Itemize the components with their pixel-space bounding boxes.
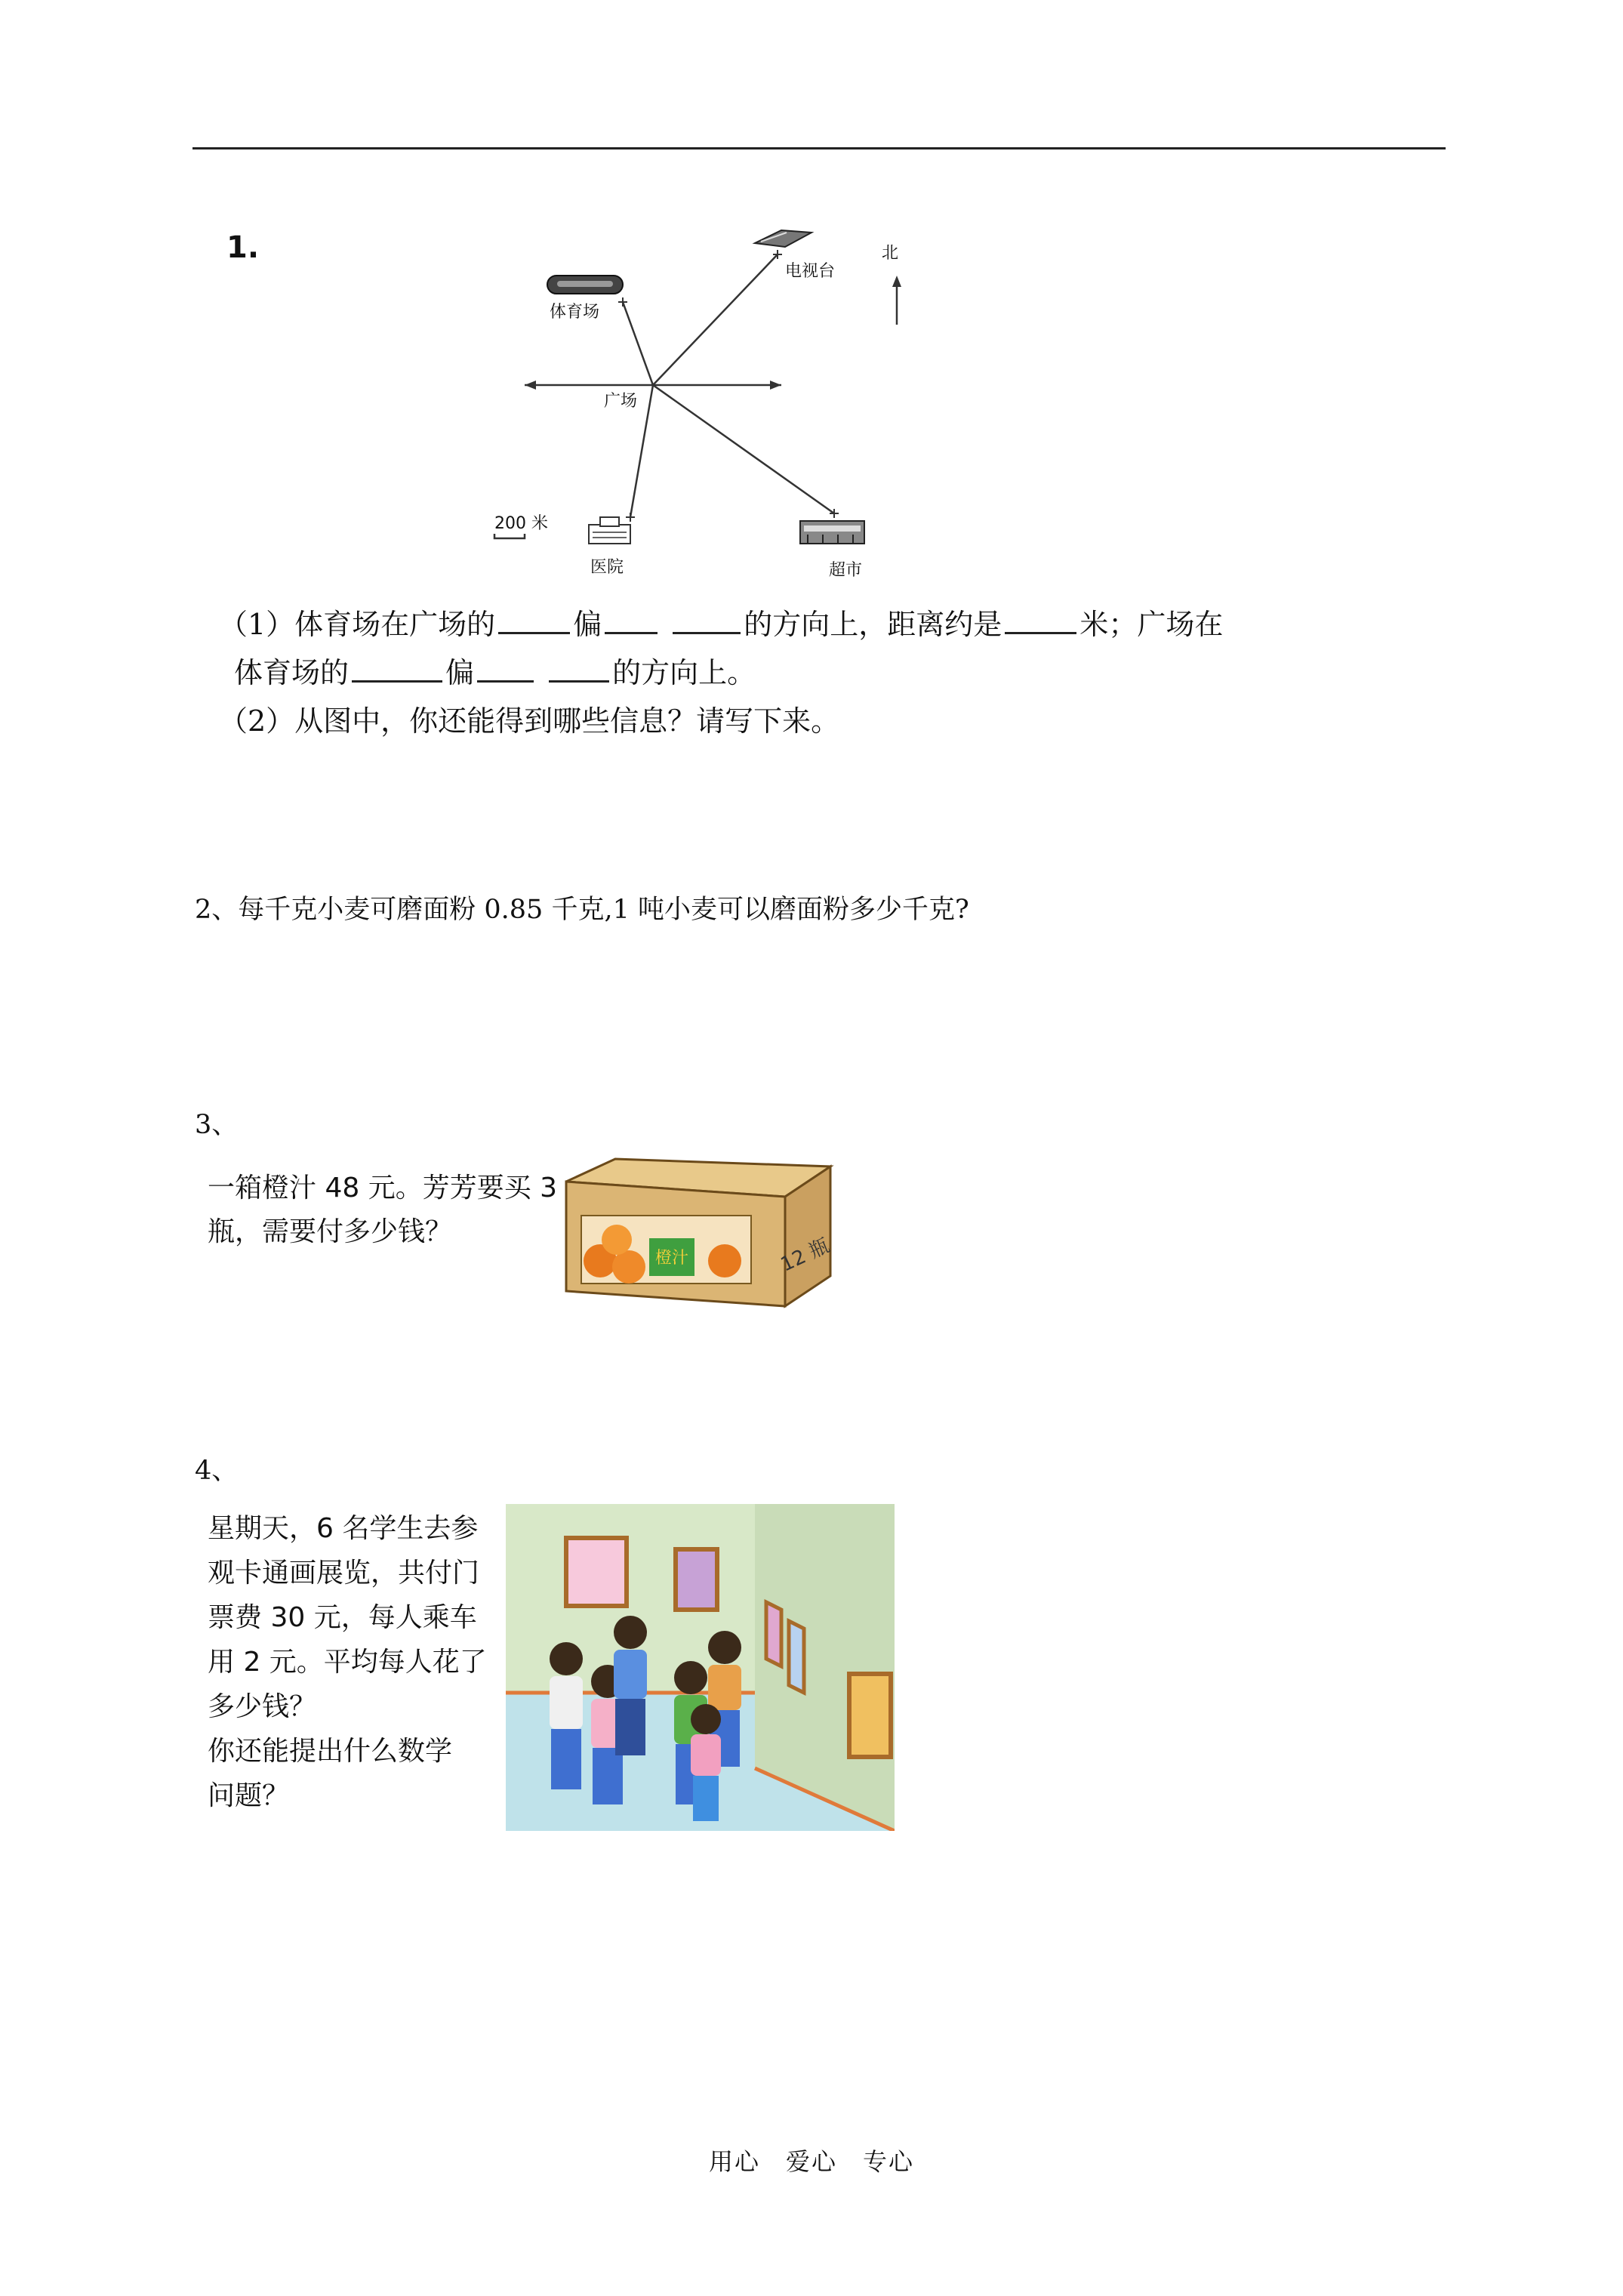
- q4-line: 你还能提出什么数学: [208, 1736, 453, 1767]
- q2-text: 2、每千克小麦可磨面粉 0.85 千克,1 吨小麦可以磨面粉多少千克?: [195, 895, 969, 925]
- q4-line: 多少钱？: [208, 1691, 317, 1722]
- line-to-stadium: [623, 302, 653, 385]
- q4-line: 观卡通画展览，共付门: [208, 1558, 480, 1589]
- box-brand: 橙汁: [654, 1249, 689, 1268]
- map-label-plaza: 广场: [604, 392, 638, 411]
- map-label-stadium: 体育场: [550, 303, 600, 322]
- q4-line: 星期天，6 名学生去参: [208, 1513, 479, 1544]
- blank-direction-3[interactable]: [352, 652, 442, 683]
- q4-number: 4、: [195, 1456, 239, 1486]
- q4-line: 用 2 元。平均每人花了: [208, 1647, 487, 1678]
- q1-sub2: （2）从图中，你还能得到哪些信息？请写下来。: [219, 704, 840, 738]
- page-footer: 用心 爱心 专心: [708, 2147, 914, 2176]
- q3-line2: 瓶，需要付多少钱？: [208, 1216, 453, 1247]
- q3-line1: 一箱橙汁 48 元。芳芳要买 3: [208, 1173, 558, 1203]
- blank-angle-1[interactable]: [673, 603, 741, 634]
- blank-distance[interactable]: [1005, 603, 1076, 634]
- box-count: 12 瓶: [777, 1234, 833, 1277]
- q4-line: 问题？: [208, 1780, 290, 1811]
- blank-direction-1[interactable]: [498, 603, 570, 634]
- q1-sub1: [219, 600, 1351, 745]
- q1-sub1-line2: 体育场的 偏 的方向上。: [219, 649, 1351, 697]
- blank-direction-2[interactable]: [605, 603, 658, 634]
- q4-problem: [208, 1506, 487, 1818]
- map-label-hospital: 医院: [590, 558, 624, 577]
- q1-sub1-line1: （1）体育场在广场的 偏 的方向上，距离约是 米；广场在: [219, 600, 1351, 649]
- stadium-icon: [547, 276, 623, 294]
- map-label-north: 北: [882, 244, 899, 263]
- west-arrowhead: [525, 381, 536, 390]
- hospital-icon: [589, 517, 630, 544]
- q4-line: 票费 30 元，每人乘车: [208, 1602, 477, 1633]
- line-to-tv: [653, 254, 778, 385]
- map-label-market: 超市: [829, 561, 863, 580]
- header-rule: [192, 147, 1446, 149]
- q1-number: 1.: [226, 230, 260, 265]
- scale-bar: [494, 534, 525, 538]
- map-label-tv: 电视台: [785, 262, 836, 281]
- q3-problem: [208, 1166, 557, 1254]
- east-arrowhead: [770, 381, 781, 390]
- line-to-market: [653, 385, 834, 513]
- tv-station-icon: [755, 230, 812, 247]
- direction-map: [483, 211, 951, 589]
- north-arrowhead: [892, 276, 901, 287]
- q3-number: 3、: [195, 1110, 239, 1140]
- blank-direction-4[interactable]: [477, 652, 534, 683]
- supermarket-icon: [800, 521, 864, 544]
- blank-angle-2[interactable]: [549, 652, 609, 683]
- juice-box-illustration: [562, 1155, 834, 1310]
- map-label-scale: 200 米: [494, 514, 548, 533]
- exhibition-illustration: [506, 1504, 895, 1831]
